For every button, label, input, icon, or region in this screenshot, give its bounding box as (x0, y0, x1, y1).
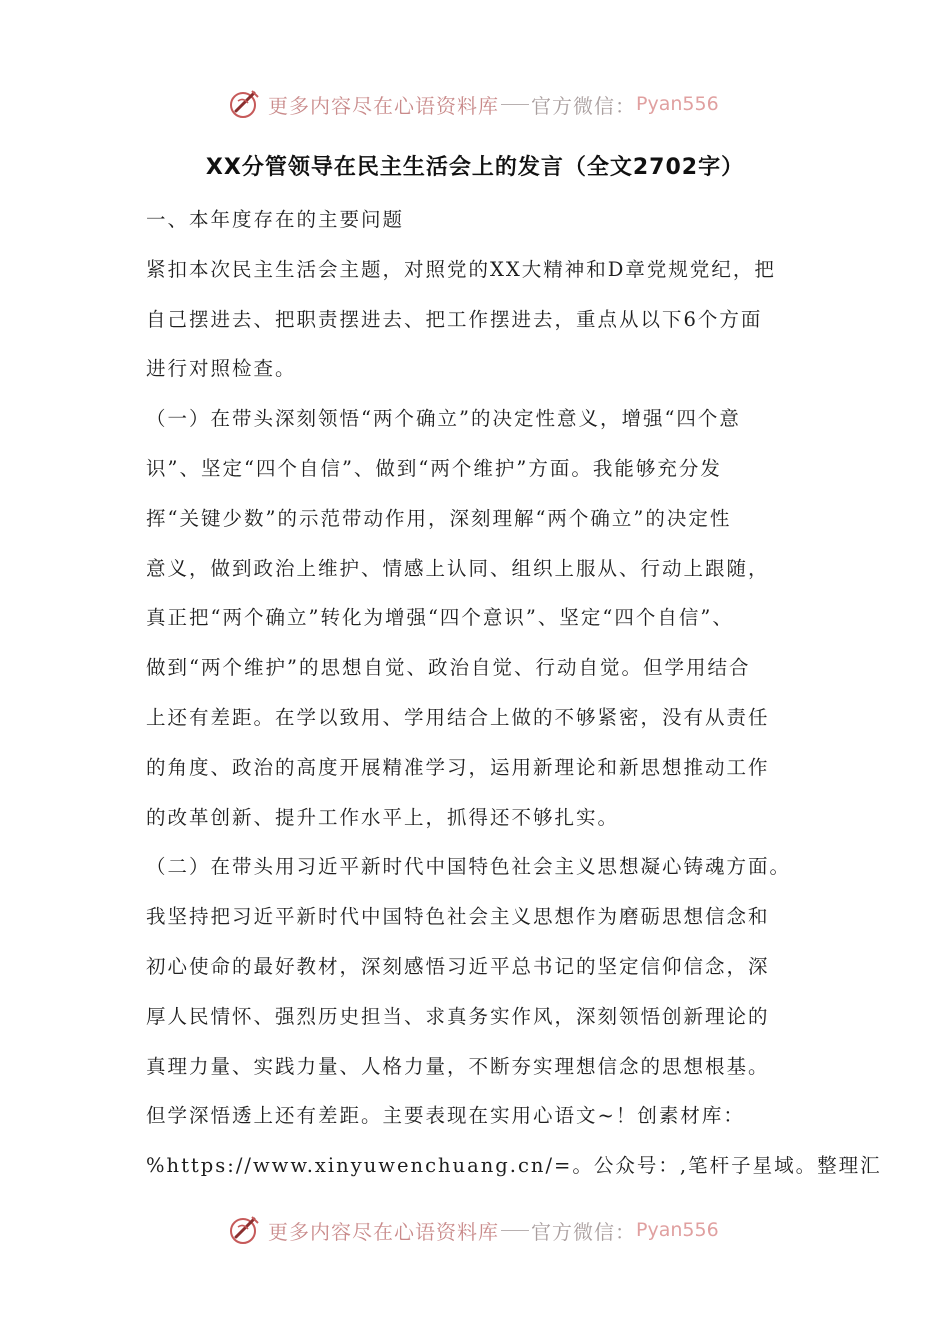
body-line: 紧扣本次民主生活会主题，对照党的XX大精神和D章党规党纪，把 (146, 257, 776, 281)
body-line: 的角度、政治的高度开展精准学习，运用新理论和新思想推动工作 (146, 755, 770, 779)
body-line: 初心使命的最好教材，深刻感悟习近平总书记的坚定信仰信念，深 (146, 954, 770, 978)
document-body (146, 200, 882, 1196)
watermark-header (228, 84, 728, 124)
body-line: 做到“两个维护”的思想自觉、政治自觉、行动自觉。但学用结合 (146, 656, 751, 680)
body-line: 真理力量、实践力量、人格力量，不断夯实理想信念的思想根基。 (146, 1054, 770, 1078)
watermark-footer (228, 1210, 728, 1250)
watermark-sub-text: 官方微信： (531, 93, 636, 118)
body-line: 厚人民情怀、强烈历史担当、求真务实作风，深刻领悟创新理论的 (146, 1004, 770, 1028)
body-line: （二）在带头用习近平新时代中国特色社会主义思想凝心铸魂方面。 (146, 855, 792, 879)
body-line: 意义，做到政治上维护、情感上认同、组织上服从、行动上跟随， (146, 556, 770, 580)
watermark-dash (501, 1230, 529, 1231)
watermark-sub-text: 官方微信： (531, 1219, 636, 1244)
pen-logo-icon (228, 1213, 262, 1247)
watermark-wechat-id: Pyan556 (636, 1219, 719, 1241)
body-line: 真正把“两个确立”转化为增强“四个意识”、坚定“四个自信”、 (146, 606, 734, 630)
body-line: 上还有差距。在学以致用、学用结合上做的不够紧密，没有从责任 (146, 705, 770, 729)
body-line: %https://www.xinyuwenchuang.cn/=。公众号：,笔杆子星域。整理汇 (146, 1154, 882, 1178)
watermark-main-text: 更多内容尽在心语资料库 (268, 93, 499, 118)
watermark-main-text: 更多内容尽在心语资料库 (268, 1219, 499, 1244)
body-line: 自己摆进去、把职责摆进去、把工作摆进去，重点从以下6个方面 (146, 307, 763, 331)
document-title: XX分管领导在民主生活会上的发言（全文2702字） (205, 155, 745, 180)
body-line: 进行对照检查。 (146, 357, 297, 381)
watermark-wechat-id: Pyan556 (636, 93, 719, 115)
body-line: 一、本年度存在的主要问题 (146, 208, 405, 231)
body-line: （一）在带头深刻领悟“两个确立”的决定性意义，增强“四个意 (146, 407, 741, 431)
body-line: 的改革创新、提升工作水平上，抓得还不够扎实。 (146, 805, 620, 829)
body-line: 我坚持把习近平新时代中国特色社会主义思想作为磨砺思想信念和 (146, 905, 770, 929)
pen-logo-icon (228, 87, 262, 121)
body-line: 挥“关键少数”的示范带动作用，深刻理解“两个确立”的决定性 (146, 506, 732, 530)
body-line: 识”、坚定“四个自信”、做到“两个维护”方面。我能够充分发 (146, 456, 722, 480)
watermark-dash (501, 104, 529, 105)
body-line: 但学深悟透上还有差距。主要表现在实用心语文~！创素材库： (146, 1104, 745, 1128)
